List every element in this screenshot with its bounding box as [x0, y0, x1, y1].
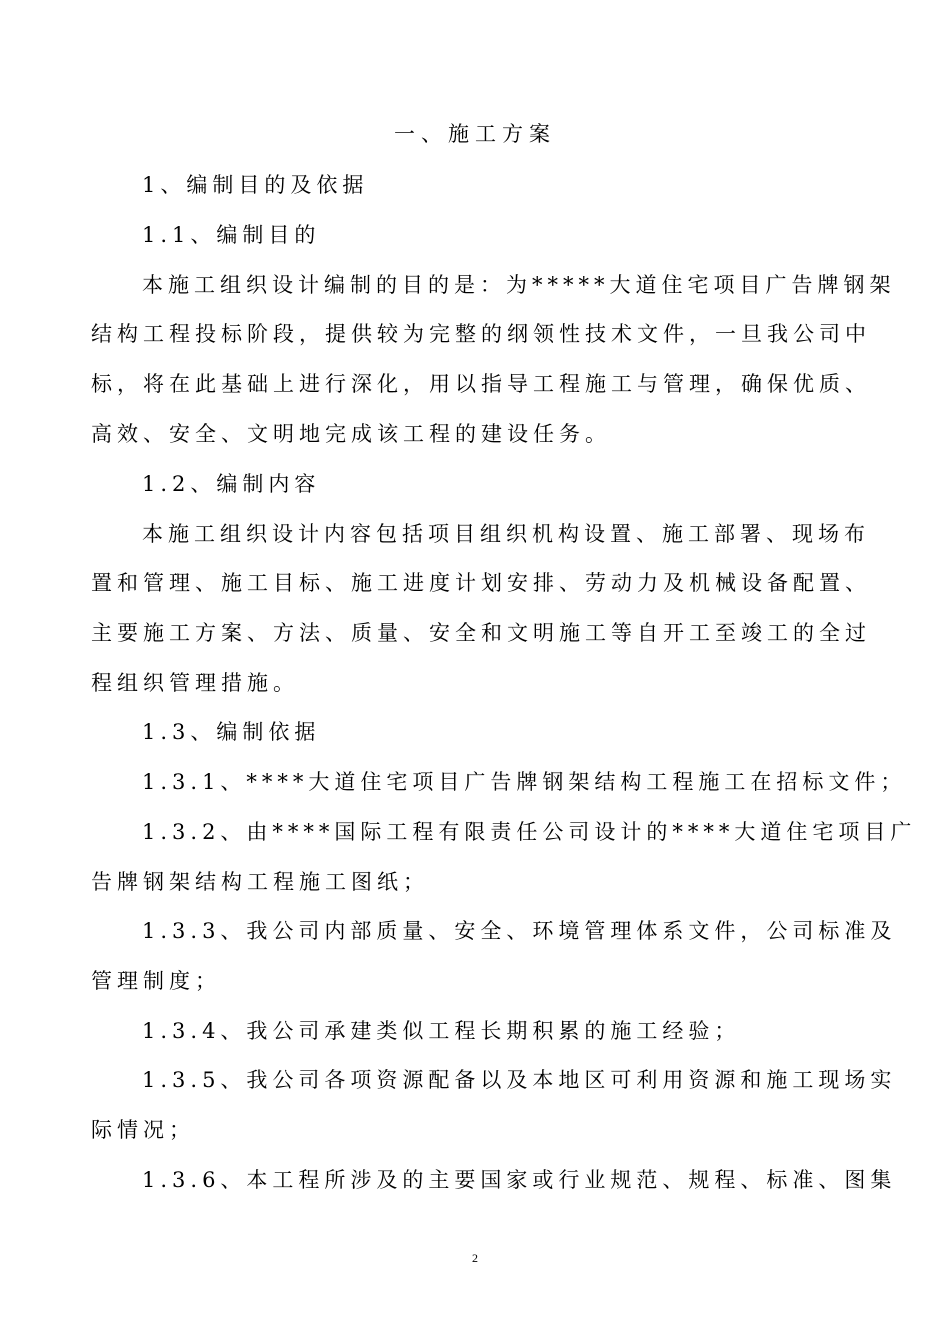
paragraph-line: 高效、安全、文明地完成该工程的建设任务。 [91, 422, 611, 446]
list-item: 1.3.6、本工程所涉及的主要国家或行业规范、规程、标准、图集 [142, 1168, 897, 1192]
list-item-continued: 际情况； [91, 1118, 195, 1142]
heading-1-2: 1.2、编制内容 [142, 472, 321, 496]
list-item: 1.3.5、我公司各项资源配备以及本地区可利用资源和施工现场实 [142, 1068, 897, 1092]
list-item-continued: 告牌钢架结构工程施工图纸； [91, 870, 429, 894]
heading-1: 1、编制目的及依据 [142, 173, 369, 197]
list-item: 1.3.3、我公司内部质量、安全、环境管理体系文件，公司标准及 [142, 919, 897, 943]
paragraph-line: 程组织管理措施。 [91, 671, 299, 695]
list-item: 1.3.2、由****国际工程有限责任公司设计的****大道住宅项目广 [142, 820, 917, 844]
list-item-continued: 管理制度； [91, 969, 221, 993]
paragraph-line: 主要施工方案、方法、质量、安全和文明施工等自开工至竣工的全过 [91, 621, 871, 645]
list-item: 1.3.4、我公司承建类似工程长期积累的施工经验； [142, 1019, 741, 1043]
section-title: 一、施工方案 [394, 122, 556, 146]
page-number: 2 [472, 1251, 478, 1265]
heading-1-1: 1.1、编制目的 [142, 223, 321, 247]
paragraph-line: 本施工组织设计编制的目的是：为*****大道住宅项目广告牌钢架 [142, 273, 896, 297]
paragraph-line: 置和管理、施工目标、施工进度计划安排、劳动力及机械设备配置、 [91, 571, 871, 595]
paragraph-line: 本施工组织设计内容包括项目组织机构设置、施工部署、现场布 [142, 522, 870, 546]
paragraph-line: 标，将在此基础上进行深化，用以指导工程施工与管理，确保优质、 [91, 372, 871, 396]
heading-1-3: 1.3、编制依据 [142, 720, 321, 744]
paragraph-line: 结构工程投标阶段，提供较为完整的纲领性技术文件，一旦我公司中 [91, 322, 871, 346]
list-item: 1.3.1、****大道住宅项目广告牌钢架结构工程施工在招标文件； [142, 770, 907, 794]
